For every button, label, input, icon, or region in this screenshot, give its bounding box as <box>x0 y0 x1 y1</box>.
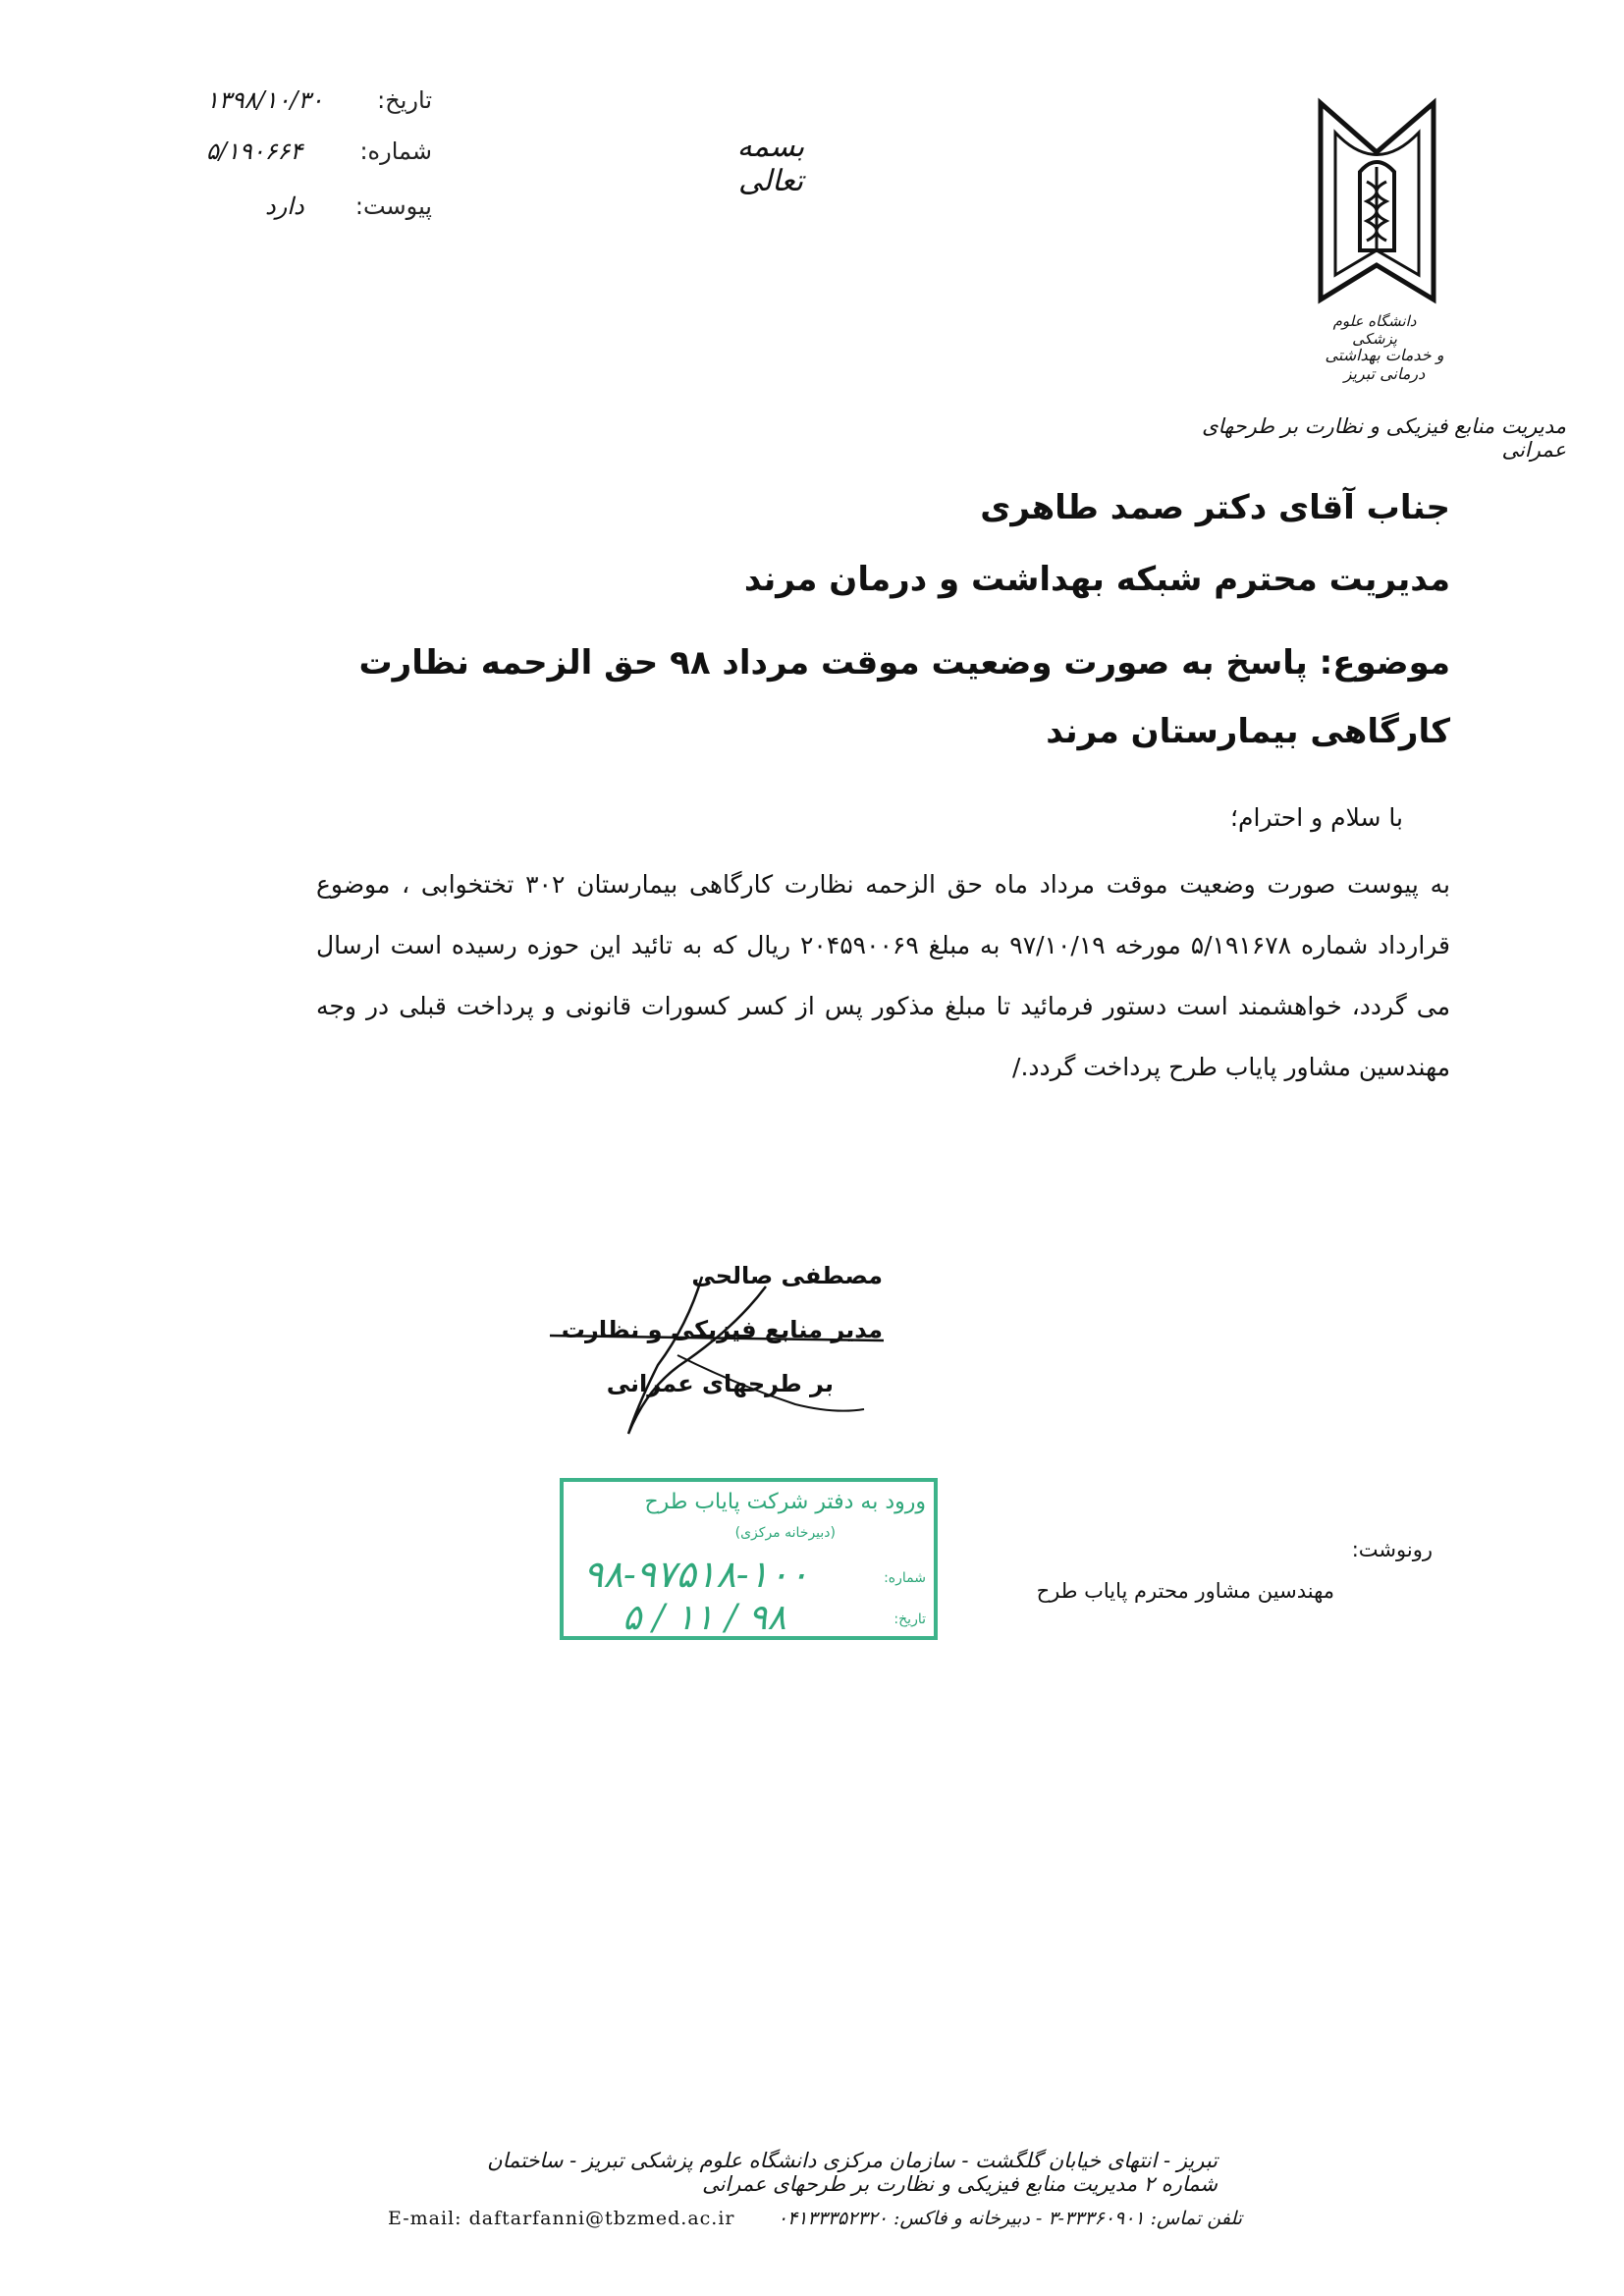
number-row <box>206 137 432 173</box>
footer-phone: تلفن تماس: ۳۳۳۶۰۹۰۱-۳ - دبیرخانه و فاکس: ۰۴۱۳۳۳۵۲۳۲۰ <box>777 2208 1242 2229</box>
attachment-value: دارد <box>265 192 304 220</box>
date-value: ۱۳۹۸/۱۰/۳۰ <box>206 86 324 114</box>
cc-recipient: مهندسین مشاور محترم پایاب طرح <box>1036 1579 1334 1603</box>
university-logo-icon <box>1316 93 1438 319</box>
date-label: تاریخ: <box>377 86 432 114</box>
signer-name: مصطفی صالحی <box>691 1262 883 1289</box>
basmala: بسمه تعالی <box>736 130 805 198</box>
footer-email: E-mail: daftarfanni@tbzmed.ac.ir <box>388 2208 735 2229</box>
handwritten-signature <box>540 1267 903 1444</box>
attachment-label: پیوست: <box>354 192 432 220</box>
greeting: با سلام و احترام؛ <box>1230 803 1403 832</box>
recipient-name: جناب آقای دکتر صمد طاهری <box>980 488 1450 527</box>
signer-title-2: بر طرحهای عمرانی <box>606 1370 834 1397</box>
logo-caption-2: و خدمات بهداشتی درمانی تبریز <box>1325 346 1444 383</box>
logo-caption-1: دانشگاه علوم پزشکی <box>1332 312 1417 348</box>
cc-label: رونوشت: <box>1351 1538 1433 1561</box>
number-label: شماره: <box>359 137 432 165</box>
date-row <box>206 86 432 122</box>
stamp-subtitle: (دبیرخانه مرکزی) <box>734 1525 836 1541</box>
recipient-org: مدیریت محترم شبکه بهداشت و درمان مرند <box>743 560 1450 599</box>
stamp-title: ورود به دفتر شرکت پایاب طرح <box>644 1490 926 1514</box>
entry-stamp <box>560 1478 938 1640</box>
stamp-number-label: شماره: <box>884 1570 926 1586</box>
footer-contact <box>388 2208 1242 2237</box>
number-value: ۵/۱۹۰۶۶۴ <box>206 137 303 165</box>
department-line: مدیریت منابع فیزیکی و نظارت بر طرحهای عمرانی <box>1202 414 1566 462</box>
stamp-date-value: ۹۸ / ۱۱ / ۵ <box>623 1598 786 1638</box>
footer-address: تبریز - انتهای خیابان گلگشت - سازمان مرکزی دانشگاه علوم پزشکی تبریز - ساختمان شماره ۲ مدیریت منابع فیزیکی و نظارت بر طرحهای عمرانی <box>487 2149 1218 2196</box>
body-paragraph: به پیوست صورت وضعیت موقت مرداد ماه حق الزحمه نظارت کارگاهی بیمارستان ۳۰۲ تختخوابی ، موضوع قرارداد شماره ۵/۱۹۱۶۷۸ مورخه ۹۷/۱۰/۱۹ به مبلغ ۲۰۴۵۹۰۰۶۹ ریال که به تائید این حوزه رسیده است ارسال می گردد، خواهشمند است دستور فرمائید تا مبلغ مذکور پس از کسر کسورات قانونی و پرداخت قبلی در وجه مهندسین مشاور پایاب طرح پرداخت گردد./ <box>316 870 1451 1081</box>
stamp-number-value: ۹۸-۹۷۵۱۸-۱۰۰ <box>583 1553 809 1596</box>
subject-line: موضوع: پاسخ به صورت وضعیت موقت مرداد ۹۸ حق الزحمه نظارت کارگاهی بیمارستان مرند <box>358 643 1450 751</box>
attachment-row <box>206 192 432 228</box>
stamp-date-label: تاریخ: <box>893 1612 926 1627</box>
signer-title-1: مدیر منابع فیزیکی و نظارت <box>561 1316 883 1343</box>
